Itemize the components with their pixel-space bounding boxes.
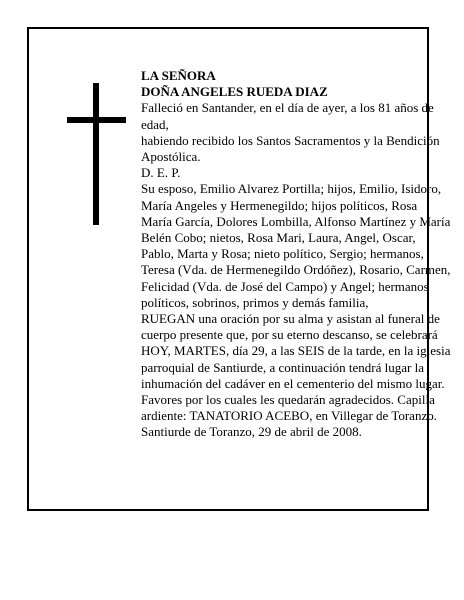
deceased-name: DOÑA ANGELES RUEDA DIAZ <box>141 84 328 100</box>
family-list: Su esposo, Emilio Alvarez Portilla; hijos, Emilio, Isidoro, María Angeles y Hermenegildo; hijos políticos, Rosa María García, Dolores Lombilla, Alfonso Martínez y María Belén Cobo; nietos, Rosa Mari, Laura, Angel, Oscar, Pablo, Marta y Rosa; nieto político, Sergio; hermanos, Teresa (Vda. de Hermenegildo Ordóñez), Rosario, Carmen, Felicidad (Vda. de José del Campo) y Angel; hermanos políticos, sobrinos, primos y demás familia, <box>141 181 451 310</box>
cross-horizontal-bar <box>67 117 126 123</box>
place-date: Santiurde de Toranzo, 29 de abril de 2008. <box>141 424 362 440</box>
dep-line: D. E. P. <box>141 165 181 181</box>
title-line-1: LA SEÑORA <box>141 68 216 83</box>
funeral-request: RUEGAN una oración por su alma y asistan al funeral de cuerpo presente que, por su eterno descanso, se celebrará HOY, MARTES, día 29, a las SEIS de la tarde, en la iglesia parroquial de Santiurde, a continuación tendrá lugar la inhumación del cadáver en el cementerio del mismo lugar. Favores por los cuales les quedarán agradecidos. Capilla ardiente: TANATORIO ACEBO, en Villegar de Toranzo. <box>141 311 451 424</box>
obituary-frame <box>27 27 451 511</box>
cross-vertical-bar <box>93 83 99 225</box>
sacraments-line: habiendo recibido los Santos Sacramentos y la Bendición Apostólica. <box>141 132 440 165</box>
death-notice: Falleció en Santander, en el día de ayer, a los 81 años de edad, <box>141 100 434 132</box>
obituary-text <box>141 68 451 441</box>
